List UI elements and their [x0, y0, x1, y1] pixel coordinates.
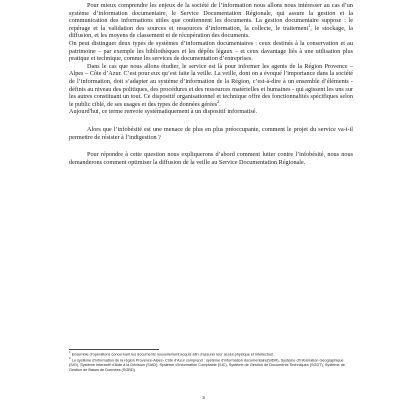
footnote-2: [69, 355, 353, 373]
footnotes: [69, 349, 353, 374]
footnote-ref-1: 1: [308, 22, 311, 28]
footnote-1: [69, 352, 353, 357]
footnote-1-text: Ensemble d’opérations concernant les documents nouvellement acquis afin d’assurer leur accès physique et intellectuel.: [70, 352, 275, 357]
paragraph-today-text: Aujourd'hui, ce terme renvoie systématiquement à un dispositif informatisé.: [69, 108, 258, 116]
paragraph-intro: [69, 2, 353, 40]
footnote-2-mark: 2: [69, 355, 71, 360]
paragraph-case-study-text: Dans le cas que nous allons étudier, le service est là pour informer les agents de la Région Provence – Alpes – Côte d’Azur. C’est pour eux qu’est faite la veille. La veille, dont on a évoqué l’importance dans la société de l’information, doit s’adapter au système d’information de la Région, c’est-à-dire à un ensemble d’éléments - définis au niveau des politiques, des procédures et des ressources matérielles et humaines - qui agissent les uns sur les autres constituant un tout. Ce dispositif organisationnel et technique offre des fonctionnalités spécifiques selon le public ciblé, de ses usages et des types de données gérées: [69, 62, 353, 108]
paragraph-question-text: Alors que l’infobésité est une menace de plus en plus préoccupante, comment le projet du service va-t-il permettre de résister à l’indigestion ?: [69, 125, 353, 141]
paragraph-plan-text: Pour répondre à cette question nous expliquerons d’abord comment lutter contre l’infobésité, nous nous demanderons comment optimiser la diffusion de la veille au Service Documentation Régionale.: [69, 151, 353, 166]
paragraph-types: [69, 40, 353, 63]
paragraph-intro-text: Pour mieux comprendre les enjeux de la société de l’information nous allons nous intéresser au cas d’un système d’information documentaire, le Service Documentation Régionale, qui assure la gestion et la communication des informations utiles que contiennent les documents. La gestion documentaire suppose : le repérage et la validation des sources et ressources d’information, la collecte, le traitement: [69, 2, 353, 32]
footnote-divider: [69, 349, 159, 350]
paragraph-intro-tail: , le stockage, la diffusion, et les moyens de classement et de récupération des documents.: [69, 24, 353, 40]
paragraph-today: [69, 108, 353, 116]
paragraph-types-text: On peut distinguer deux types de systèmes d’information documentaires : ceux destinés à la conservation et au patrimoine – par exemple les bibliothèques et les dépôts légaux – et ceux davantage liés à une utilisation plus pratique et technique, comme les services de documentation d’entreprises.: [69, 39, 353, 63]
paragraph-question: [69, 126, 353, 141]
footnote-ref-2: 2: [217, 98, 220, 104]
paragraph-case-study: [69, 63, 353, 109]
paragraph-plan: [69, 151, 353, 166]
footnote-1-mark: 1: [69, 350, 71, 354]
page-number: 3: [202, 395, 205, 400]
footnote-2-text: Le système d’information de la région Provence-Alpes- Côte d’Azur comprend : système d’information documentaire(SIDR), Système d’Information Géographique (SIG), Système Interactif d’Aide à la Décision (SIAD), Système d’Information Comptable (SIC), Système de Gestion de Documents Techniques (SGDT), Système de Gestion de Bases de Données (SGBD).: [69, 358, 345, 373]
paragraph-case-study-tail: .: [219, 100, 221, 108]
main-text: [69, 2, 353, 166]
